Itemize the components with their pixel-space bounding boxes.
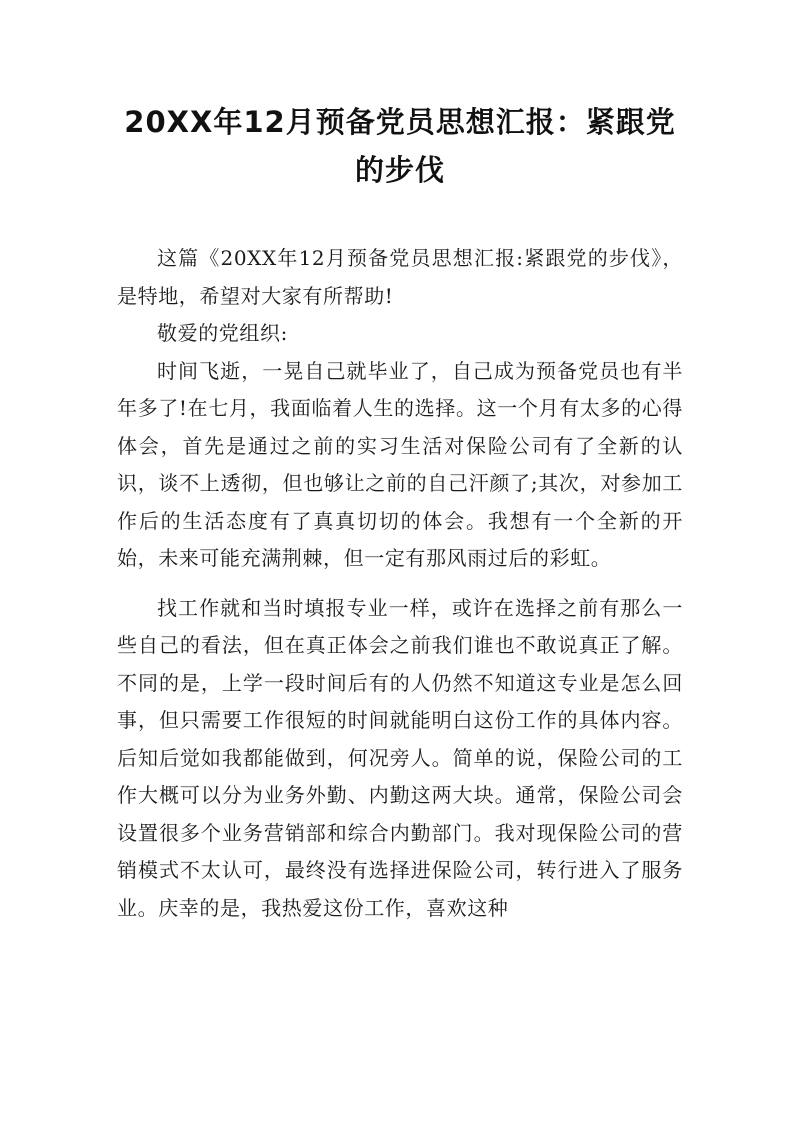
intro-paragraph: 这篇《20XX年12月预备党员思想汇报:紧跟党的步伐》，是特地，希望对大家有所帮助! <box>117 246 683 308</box>
salutation: 敬爱的党组织: <box>157 321 288 345</box>
body-paragraph: 时间飞逝，一晃自己就毕业了，自己成为预备党员也有半年多了!在七月，我面临着人生的选择。这一个月有太多的心得体会，首先是通过之前的实习生活对保险公司有了全新的认识，谈不上透彻，但也够让之前的自己汗颜了;其次，对参加工作后的生活态度有了真真切切的体会。我想有一个全新的开始，未来可能充满荆棘，但一定有那风雨过后的彩虹。 <box>117 358 683 570</box>
document-body <box>117 240 683 927</box>
body-paragraph: 找工作就和当时填报专业一样，或许在选择之前有那么一些自己的看法，但在真正体会之前我们谁也不敢说真正了解。不同的是，上学一段时间后有的人仍然不知道这专业是怎么回事，但只需要工作很短的时间就能明白这份工作的具体内容。后知后觉如我都能做到，何况旁人。简单的说，保险公司的工作大概可以分为业务外勤、内勤这两大块。通常，保险公司会设置很多个业务营销部和综合内勤部门。我对现保险公司的营销模式不太认可，最终没有选择进保险公司，转行进入了服务业。庆幸的是，我热爱这份工作，喜欢这种 <box>117 595 683 920</box>
document-title: 20XX年12月预备党员思想汇报：紧跟党的步伐 <box>124 105 676 187</box>
